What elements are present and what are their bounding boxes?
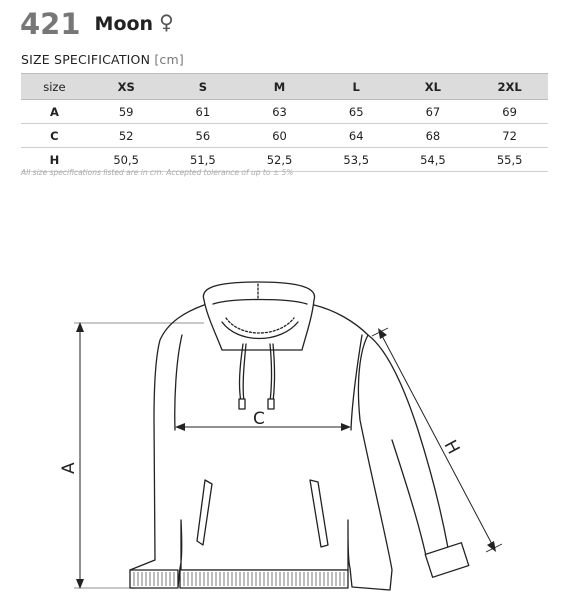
size-column-header: XL <box>395 74 472 100</box>
row-label: H <box>21 148 88 172</box>
size-spec-heading: SIZE SPECIFICATION <box>21 52 151 67</box>
arrow-c-left <box>175 423 185 431</box>
measure-h-line <box>380 332 494 548</box>
arrow-h-top <box>378 328 387 339</box>
drawstring-tip-left <box>239 399 245 409</box>
arrow-a-top <box>76 322 84 332</box>
table-cell: 65 <box>318 100 395 124</box>
table-cell: 69 <box>471 100 548 124</box>
table-cell: 51,5 <box>165 148 242 172</box>
pocket-right <box>310 480 328 547</box>
table-cell: 52 <box>88 124 165 148</box>
table-cell: 67 <box>395 100 472 124</box>
pocket-left <box>197 480 212 545</box>
table-cell: 56 <box>165 124 242 148</box>
product-name: Moon <box>94 13 154 35</box>
body-outline <box>130 305 392 590</box>
female-symbol-icon: ♀ <box>159 10 174 34</box>
table-cell: 60 <box>241 124 318 148</box>
table-cell: 50,5 <box>88 148 165 172</box>
left-armhole-seam <box>175 335 182 430</box>
label-c: C <box>253 409 265 429</box>
table-cell: 63 <box>241 100 318 124</box>
tolerance-note: All size specifications listed are in cm. Accepted tolerance of up to ± 5% <box>21 168 294 177</box>
row-label: A <box>21 100 88 124</box>
table-cell: 72 <box>471 124 548 148</box>
drawstring-left-2 <box>243 344 246 402</box>
size-column-header: M <box>241 74 318 100</box>
product-code: 421 <box>20 7 81 41</box>
row-label: C <box>21 124 88 148</box>
size-column-header: S <box>165 74 242 100</box>
label-h: H <box>439 436 464 458</box>
size-column-header: L <box>318 74 395 100</box>
right-armhole-seam <box>351 335 362 430</box>
arrow-a-bottom <box>76 579 84 589</box>
drawstring-tip-right <box>268 399 274 409</box>
label-a: A <box>59 462 79 474</box>
size-column-header: 2XL <box>471 74 548 100</box>
table-cell: 68 <box>395 124 472 148</box>
hood-inner-line <box>213 300 307 305</box>
table-cell: 59 <box>88 100 165 124</box>
arrow-c-right <box>341 423 351 431</box>
hood-neck-inner <box>226 318 294 333</box>
size-spec-unit: [cm] <box>154 52 184 67</box>
right-sleeve <box>368 335 448 556</box>
drawstring-right-2 <box>273 344 275 402</box>
size-header-label: size <box>21 74 88 100</box>
arrow-h-bottom <box>487 541 496 552</box>
table-cell: 61 <box>165 100 242 124</box>
right-cuff <box>425 543 469 578</box>
drawstring-right <box>270 344 272 402</box>
table-cell: 53,5 <box>318 148 395 172</box>
hood-outline <box>203 282 314 350</box>
table-cell: 54,5 <box>395 148 472 172</box>
drawstring-left <box>240 344 243 402</box>
table-cell: 55,5 <box>471 148 548 172</box>
table-cell: 64 <box>318 124 395 148</box>
table-cell: 52,5 <box>241 148 318 172</box>
hood-neck <box>222 322 298 339</box>
size-column-header: XS <box>88 74 165 100</box>
